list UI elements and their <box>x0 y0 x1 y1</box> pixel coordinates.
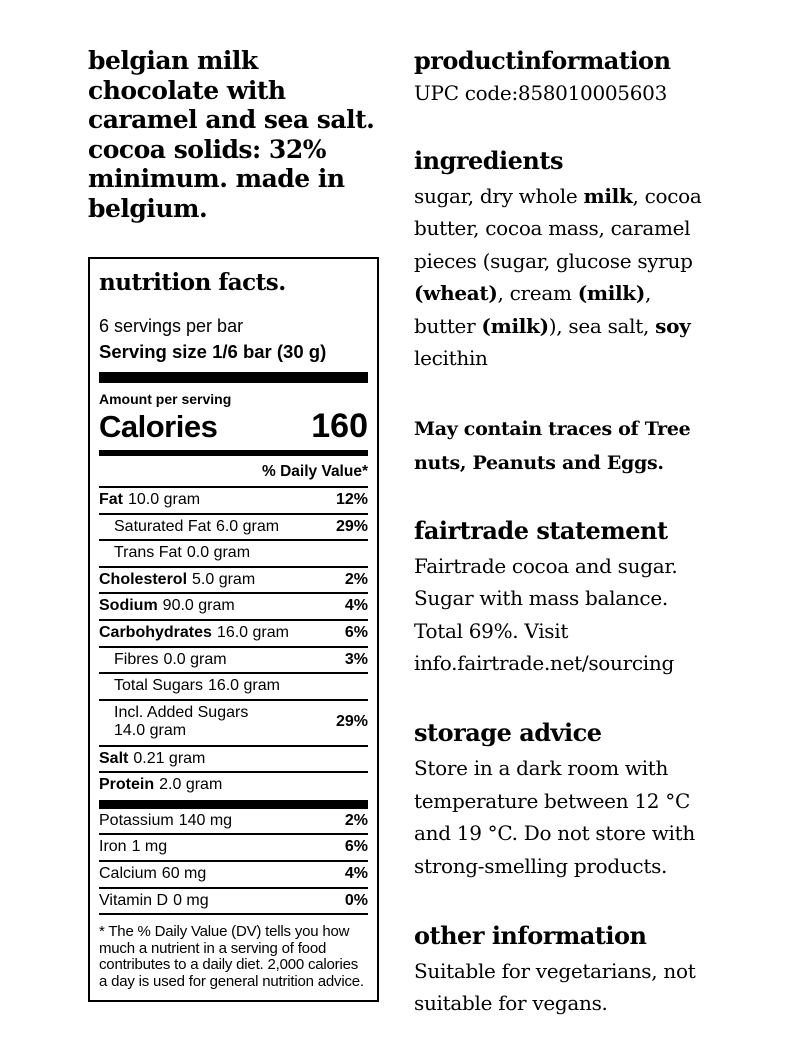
divider-thick-bar <box>99 372 368 383</box>
calories-value: 160 <box>311 407 368 445</box>
daily-value-percent: 6% <box>344 623 368 641</box>
nutrient-row: Calcium 60 mg 4% <box>99 860 368 887</box>
nutrient-row: Fat 10.0 gram 12% <box>99 486 368 513</box>
product-information-heading: productinformation <box>414 46 671 75</box>
section-storage-advice <box>414 718 716 882</box>
other-information-heading: other information <box>414 920 647 950</box>
nutrient-row: Fibres 0.0 gram 3% <box>99 646 368 673</box>
nutrition-facts-title: nutrition facts. <box>99 269 286 296</box>
daily-value-percent: 29% <box>335 517 368 535</box>
nutrition-facts-panel <box>88 257 379 1002</box>
daily-value-percent: 6% <box>344 838 368 856</box>
nutrient-row: Vitamin D 0 mg 0% <box>99 887 368 914</box>
nutrient-row: Total Sugars 16.0 gram <box>99 672 368 699</box>
upc-code: UPC code:858010005603 <box>414 81 667 105</box>
daily-value-percent: 2% <box>344 570 368 588</box>
other-information-text: Suitable for vegetarians, not suitable for vegans. <box>414 958 696 1016</box>
nutrient-row: Protein 2.0 gram <box>99 771 368 798</box>
nutrient-row: Iron 1 mg 6% <box>99 833 368 860</box>
daily-value-percent: 29% <box>335 713 368 731</box>
daily-value-footnote: * The % Daily Value (DV) tells you how much a nutrient in a serving of food contributes to a daily diet. 2,000 calories a day is used for general nutrition advice. <box>99 913 368 990</box>
fairtrade-heading: fairtrade statement <box>414 515 668 545</box>
section-other-information <box>414 921 716 1020</box>
daily-value-percent: 12% <box>335 491 368 508</box>
ingredients-list: sugar, dry whole milk, cocoa butter, cocoa mass, caramel pieces (sugar, glucose syrup (wheat), cream (milk), butter (milk)), sea salt, soy lecithin <box>414 184 702 370</box>
storage-advice-text: Store in a dark room with temperature between 12 °C and 19 °C. Do not store with strong-smelling products. <box>414 756 695 878</box>
daily-value-header: % Daily Value* <box>262 463 368 480</box>
calories-row <box>99 407 368 446</box>
product-title: belgian milk chocolate with caramel and sea salt. cocoa solids: 32% minimum. made in belgium. <box>88 46 375 223</box>
divider-thick-bar <box>99 800 368 809</box>
nutrient-row: Carbohydrates 16.0 gram 6% <box>99 619 368 646</box>
storage-advice-heading: storage advice <box>414 718 602 748</box>
serving-size: Serving size 1/6 bar (30 g) <box>99 341 327 362</box>
fairtrade-text: Fairtrade cocoa and sugar. Sugar with mass balance. Total 69%. Visit info.fairtrade.net/sourcing <box>414 553 678 676</box>
daily-value-percent: 4% <box>344 597 368 615</box>
calories-label: Calories <box>99 409 218 444</box>
daily-value-percent: 3% <box>344 650 368 668</box>
nutrient-row: Salt 0.21 gram <box>99 745 368 772</box>
label-left-column <box>88 46 379 1059</box>
daily-value-percent: 2% <box>344 811 368 829</box>
section-ingredients <box>414 146 716 374</box>
label-right-column <box>414 46 716 1059</box>
nutrient-row: Trans Fat 0.0 gram <box>99 539 368 566</box>
nutrient-table <box>99 486 368 913</box>
nutrient-row: Incl. Added Sugars 14.0 gram 29% <box>99 699 368 745</box>
nutrient-row: Saturated Fat 6.0 gram 29% <box>99 513 368 540</box>
section-product-information <box>414 46 716 107</box>
nutrient-row: Cholesterol 5.0 gram 2% <box>99 566 368 593</box>
daily-value-percent: 4% <box>344 864 368 882</box>
amount-per-serving-label: Amount per serving <box>99 391 232 407</box>
nutrient-row: Potassium 140 mg 2% <box>99 811 368 829</box>
servings-per-bar: 6 servings per bar <box>99 316 244 336</box>
daily-value-percent: 0% <box>344 891 368 909</box>
section-fairtrade-statement <box>414 516 716 680</box>
ingredients-heading: ingredients <box>414 146 563 175</box>
allergen-warning: May contain traces of Tree nuts, Peanuts and Eggs. <box>414 418 691 474</box>
nutrient-row: Sodium 90.0 gram 4% <box>99 592 368 619</box>
